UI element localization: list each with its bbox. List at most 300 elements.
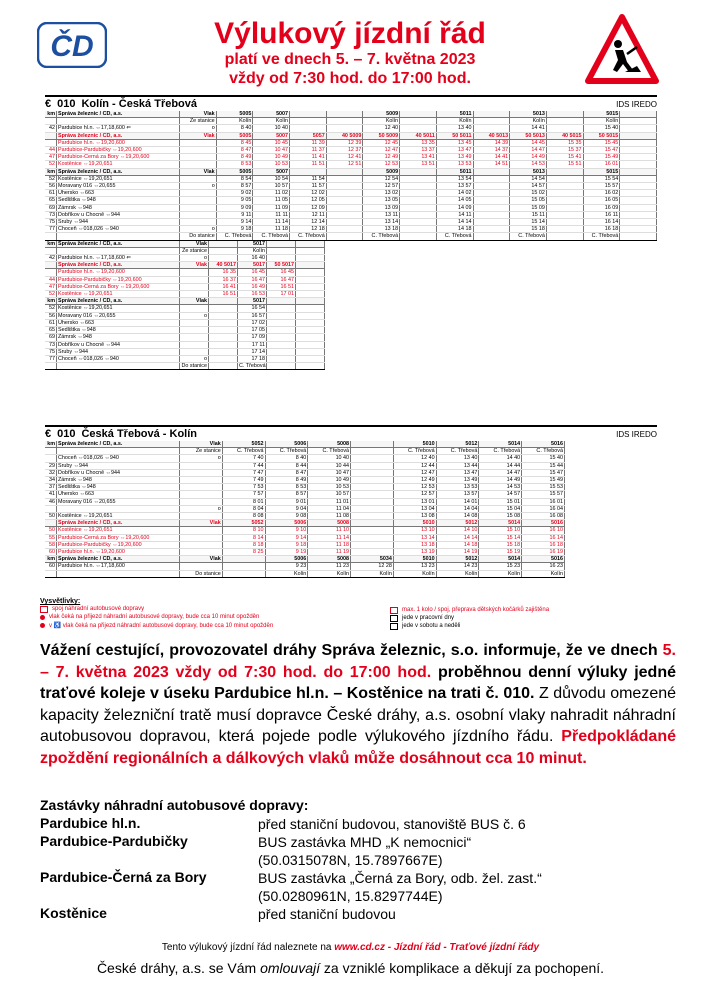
table-cell: 13 47	[436, 469, 479, 476]
table-cell: 40 5011	[400, 132, 437, 139]
table-cell: 52	[45, 305, 57, 312]
table-cell: 34	[45, 477, 57, 484]
table-cell: 13 14	[393, 534, 436, 541]
table-cell: 5057	[290, 132, 327, 139]
table-cell	[57, 505, 180, 512]
table-cell: km	[45, 168, 57, 175]
table-cell: 16 09	[583, 204, 620, 211]
timetable-table	[45, 441, 565, 578]
table-row	[45, 197, 657, 204]
table-cell: 11 11	[253, 211, 290, 218]
table-cell	[180, 491, 223, 498]
table-row	[45, 219, 657, 226]
table-cell: 15 11	[510, 211, 547, 218]
table-row	[45, 462, 565, 469]
route-name: Kolín - Česká Třebová	[81, 98, 198, 110]
table-cell	[45, 520, 57, 527]
table-cell: 12 54	[363, 175, 400, 182]
table-cell: 10 57	[308, 491, 351, 498]
table-cell: 12 47	[363, 147, 400, 154]
table-cell: 14 47	[479, 469, 522, 476]
table-cell: 13 08	[393, 513, 436, 520]
table-cell: 13 54	[436, 175, 473, 182]
table-cell: 14 40	[479, 455, 522, 462]
table-cell: 11 54	[290, 175, 327, 182]
table-cell: 14 18	[436, 541, 479, 548]
table-cell: 50 5011	[436, 132, 473, 139]
table-cell: 12 11	[290, 211, 327, 218]
table-cell	[326, 168, 363, 175]
table-cell: 11 10	[308, 527, 351, 534]
table-cell: 16 54	[238, 305, 267, 312]
table-cell	[326, 204, 363, 211]
page-title: Výlukový jízdní řád	[214, 17, 486, 50]
table-cell	[351, 541, 394, 548]
table-cell	[620, 233, 657, 240]
table-cell	[351, 513, 394, 520]
table-cell: Pardubice hl.n. ⇔17,18,600 ⇐	[57, 255, 180, 262]
table-cell: 12 57	[363, 183, 400, 190]
table-cell: 11 01	[308, 498, 351, 505]
table-row	[45, 455, 565, 462]
table-cell	[351, 498, 394, 505]
table-row	[45, 341, 325, 348]
table-cell: o	[180, 355, 209, 362]
title-block	[120, 18, 580, 88]
table-cell: 15 41	[546, 154, 583, 161]
table-cell: km	[45, 441, 57, 448]
table-cell: 15 57	[583, 183, 620, 190]
table-cell: o	[180, 255, 209, 262]
table-cell: 5007	[253, 111, 290, 118]
table-cell: km	[45, 241, 57, 248]
train-line-icon: €	[45, 428, 52, 440]
table-row	[45, 305, 325, 312]
table-row	[45, 570, 565, 577]
table-cell	[209, 355, 238, 362]
table-cell	[546, 233, 583, 240]
table-cell	[620, 111, 657, 118]
table-cell: Sruby ⇔944	[57, 219, 180, 226]
table-cell: Kolín	[522, 570, 565, 577]
table-cell: 15 18	[510, 226, 547, 233]
table-cell: Zámrsk ⇔948	[57, 334, 180, 341]
table-cell	[400, 211, 437, 218]
table-cell: 73	[45, 341, 57, 348]
table-cell: 47	[45, 154, 57, 161]
table-cell	[45, 118, 57, 125]
line-number: 010	[57, 98, 76, 110]
table-cell: Sedlištka ⇔948	[57, 197, 180, 204]
table-cell: 13 40	[436, 455, 479, 462]
line-number: 010	[57, 428, 76, 440]
table-cell	[296, 269, 325, 276]
table-cell: 11 39	[290, 139, 327, 146]
table-cell	[473, 226, 510, 233]
table-cell: 13 05	[363, 197, 400, 204]
table-cell: 11 09	[253, 204, 290, 211]
table-row	[45, 312, 325, 319]
ids-label: IDS IREDO	[616, 429, 657, 439]
table-cell: o	[180, 505, 223, 512]
table-cell: Sruby ⇔944	[57, 348, 180, 355]
table-cell: 13 18	[363, 226, 400, 233]
table-cell: 12 14	[290, 219, 327, 226]
table-cell	[326, 219, 363, 226]
table-cell: Č. Třebová	[393, 448, 436, 455]
table-cell: 16 57	[238, 312, 267, 319]
table-cell: 40 5009	[326, 132, 363, 139]
table-row	[45, 204, 657, 211]
table-cell: 77	[45, 226, 57, 233]
table-cell: 12 57	[393, 491, 436, 498]
table-cell	[180, 161, 217, 168]
table-cell	[620, 139, 657, 146]
table-cell	[180, 154, 217, 161]
table-cell	[620, 183, 657, 190]
table-cell: Kostěnice ⇔19,20,651	[57, 161, 180, 168]
table-cell	[400, 197, 437, 204]
table-cell: 8 25	[222, 549, 265, 556]
table-cell: 32	[45, 469, 57, 476]
table-cell	[351, 527, 394, 534]
table-cell: Kostěnice ⇔19,20,651	[57, 305, 180, 312]
table-row	[45, 241, 325, 248]
table-cell: 75	[45, 348, 57, 355]
table-cell	[45, 363, 57, 370]
table-cell: Pardubice-Pardubičky ⇔19,20,600	[57, 276, 180, 283]
table-cell: 65	[45, 197, 57, 204]
table-cell	[45, 455, 57, 462]
table-cell: 12 18	[290, 226, 327, 233]
table-cell	[351, 549, 394, 556]
table-cell: 14 04	[436, 505, 479, 512]
table-cell	[620, 219, 657, 226]
table-cell: 12 41	[326, 154, 363, 161]
table-cell: 5015	[583, 111, 620, 118]
table-cell: 10 53	[308, 484, 351, 491]
website-link[interactable]: www.cd.cz - Jízdní řád - Traťové jízdní řády	[334, 942, 540, 953]
table-cell	[296, 319, 325, 326]
table-cell: 5014	[479, 556, 522, 563]
table-cell: 17 11	[238, 341, 267, 348]
table-cell	[296, 348, 325, 355]
table-cell	[209, 241, 238, 248]
table-cell	[45, 448, 57, 455]
table-cell: 5010	[393, 556, 436, 563]
table-cell: 15 40	[583, 125, 620, 132]
table-cell: Choceň ⇔018,026 ⇔940	[57, 455, 180, 462]
table-cell	[620, 204, 657, 211]
table-cell	[473, 168, 510, 175]
table-cell	[546, 125, 583, 132]
section-header	[45, 425, 657, 441]
table-cell: 17 05	[238, 327, 267, 334]
table-row	[45, 505, 565, 512]
table-cell: 9 05	[216, 197, 253, 204]
train-line-icon: €	[45, 98, 52, 110]
table-cell: 16 08	[522, 513, 565, 520]
table-cell: Č. Třebová	[522, 448, 565, 455]
table-row	[45, 132, 657, 139]
table-cell: 16 40	[238, 255, 267, 262]
table-cell	[296, 283, 325, 290]
table-cell	[546, 111, 583, 118]
table-cell	[351, 448, 394, 455]
table-cell: 15 14	[479, 534, 522, 541]
table-cell: 9 11	[216, 211, 253, 218]
table-cell: 75	[45, 219, 57, 226]
table-cell	[267, 363, 296, 370]
table-cell	[209, 341, 238, 348]
table-cell: 13 49	[436, 477, 479, 484]
table-cell	[620, 147, 657, 154]
table-cell: 5010	[393, 441, 436, 448]
table-cell: Dobříkov u Chocně ⇔944	[57, 341, 180, 348]
table-cell: 9 01	[265, 498, 308, 505]
table-cell: 8 49	[265, 477, 308, 484]
table-cell: 15 57	[522, 491, 565, 498]
table-cell: 5008	[308, 556, 351, 563]
table-cell	[222, 563, 265, 570]
table-row	[45, 441, 565, 448]
table-cell: Kolín	[436, 118, 473, 125]
table-cell: 50 5013	[510, 132, 547, 139]
table-row	[45, 255, 325, 262]
table-cell: 16 19	[522, 549, 565, 556]
table-cell: 52	[45, 291, 57, 298]
table-cell	[180, 276, 209, 283]
table-cell: 8 57	[216, 183, 253, 190]
table-cell	[326, 183, 363, 190]
table-cell	[180, 305, 209, 312]
table-cell	[473, 118, 510, 125]
table-cell: 5013	[510, 111, 547, 118]
table-cell: Uhersko ⇔663	[57, 190, 180, 197]
table-cell: Do stanice	[180, 570, 223, 577]
table-row	[45, 161, 657, 168]
roadwork-warning-icon	[585, 14, 659, 84]
table-cell: 15 14	[510, 219, 547, 226]
table-cell	[45, 505, 57, 512]
table-row	[45, 327, 325, 334]
table-cell: 13 40	[436, 125, 473, 132]
table-row	[45, 125, 657, 132]
bus-stops	[40, 797, 660, 923]
table-cell: 7 57	[222, 491, 265, 498]
table-cell: Pardubice-Černá za Bory ⇔19,20,600	[57, 534, 180, 541]
table-cell: Kolín	[351, 570, 394, 577]
table-cell: Moravany 016 ⇔20,655	[57, 183, 180, 190]
table-cell	[267, 298, 296, 305]
table-cell: 44	[45, 147, 57, 154]
table-cell	[296, 363, 325, 370]
table-cell	[400, 204, 437, 211]
table-cell: Č. Třebová	[222, 448, 265, 455]
table-cell: Moravany 016 ⇔20,655	[57, 498, 180, 505]
table-cell: 8 18	[222, 541, 265, 548]
table-cell: 13 18	[393, 541, 436, 548]
table-cell: 40 5017	[209, 262, 238, 269]
table-cell	[620, 132, 657, 139]
table-cell: 15 49	[522, 477, 565, 484]
table-cell: 12 53	[393, 484, 436, 491]
table-row	[45, 211, 657, 218]
table-cell	[209, 327, 238, 334]
table-row	[45, 269, 325, 276]
table-cell: 12 40	[393, 455, 436, 462]
table-cell: 13 23	[393, 563, 436, 570]
ids-label: IDS IREDO	[616, 99, 657, 109]
table-cell	[267, 241, 296, 248]
table-cell	[209, 319, 238, 326]
table-cell	[400, 233, 437, 240]
table-cell: Pardubice hl.n. ⇔17,18,600	[57, 563, 180, 570]
table-cell	[400, 168, 437, 175]
table-cell: 8 40	[216, 125, 253, 132]
table-cell: 9 14	[265, 534, 308, 541]
table-cell: 14 57	[479, 491, 522, 498]
table-cell: 52	[45, 175, 57, 182]
table-cell: 8 04	[222, 505, 265, 512]
table-cell	[351, 477, 394, 484]
table-cell	[400, 118, 437, 125]
timetable-kolin-ceska-trebova	[45, 95, 657, 370]
table-cell	[620, 118, 657, 125]
table-cell: 9 09	[216, 204, 253, 211]
table-cell: 14 41	[510, 125, 547, 132]
table-cell: Ze stanice	[180, 247, 209, 254]
table-cell	[45, 139, 57, 146]
table-cell: 14 53	[510, 161, 547, 168]
table-row	[45, 276, 325, 283]
subtitle-dates: platí ve dnech 5. – 7. května 2023	[224, 51, 476, 68]
table-cell: 50	[45, 527, 57, 534]
table-row	[45, 363, 325, 370]
table-row	[45, 563, 565, 570]
table-row	[45, 541, 565, 548]
table-cell: 14 14	[436, 534, 479, 541]
table-cell	[45, 233, 57, 240]
table-cell	[290, 168, 327, 175]
table-cell	[296, 334, 325, 341]
table-cell: 12 09	[290, 204, 327, 211]
table-cell	[351, 520, 394, 527]
table-cell: 17 18	[238, 355, 267, 362]
table-cell: 5034	[351, 556, 394, 563]
table-cell: Vlak	[180, 441, 223, 448]
table-cell	[209, 312, 238, 319]
table-cell	[326, 111, 363, 118]
table-cell: 5012	[436, 520, 479, 527]
bus-icon	[40, 606, 48, 613]
table-cell: 14 09	[436, 204, 473, 211]
table-cell: o	[180, 125, 217, 132]
table-cell	[351, 462, 394, 469]
table-row	[45, 491, 565, 498]
table-cell: 7 49	[222, 477, 265, 484]
table-cell	[296, 312, 325, 319]
table-cell	[45, 262, 57, 269]
table-cell: 11 02	[253, 190, 290, 197]
table-cell	[57, 233, 180, 240]
legend-item: v ♿ vlak čeká na přijezd náhradní autobusové dopravy, bude cca 10 minut opožděn	[49, 622, 274, 629]
table-cell: Správa železnic / ČD, a.s.	[57, 262, 180, 269]
table-cell: 5016	[522, 520, 565, 527]
table-cell: 15 54	[583, 175, 620, 182]
table-cell	[57, 570, 180, 577]
table-cell	[400, 183, 437, 190]
table-cell: 14 54	[510, 175, 547, 182]
table-cell: 10 47	[253, 147, 290, 154]
table-cell: 13 53	[436, 484, 479, 491]
table-cell: 5006	[265, 556, 308, 563]
legend-item: max. 1 kolo / spoj, přeprava dětských kočárků zajištěna	[402, 607, 550, 613]
table-cell: 17 01	[267, 291, 296, 298]
table-cell: 15 35	[546, 139, 583, 146]
legend-item: jede v pracovní dny	[402, 615, 455, 621]
table-row	[45, 118, 657, 125]
table-cell: 5014	[479, 520, 522, 527]
table-cell	[400, 111, 437, 118]
dot-icon	[40, 615, 45, 620]
table-cell: 16 51	[267, 283, 296, 290]
table-cell: 5052	[222, 441, 265, 448]
table-cell	[546, 168, 583, 175]
table-cell: 14 08	[436, 513, 479, 520]
table-cell: 56	[45, 183, 57, 190]
table-cell	[296, 327, 325, 334]
table-cell: 47	[45, 283, 57, 290]
table-cell: 11 19	[308, 549, 351, 556]
table-cell: Zámrsk ⇔948	[57, 477, 180, 484]
table-cell: 11 14	[308, 534, 351, 541]
table-cell: 9 18	[216, 226, 253, 233]
route-name: Česká Třebová - Kolín	[81, 428, 198, 440]
table-cell: 8 53	[216, 161, 253, 168]
table-cell	[473, 183, 510, 190]
table-cell	[57, 247, 180, 254]
table-cell: 37	[45, 484, 57, 491]
table-cell: Kolín	[436, 570, 479, 577]
table-cell: 16 10	[522, 527, 565, 534]
table-cell	[57, 363, 180, 370]
table-cell	[180, 175, 217, 182]
table-cell: 14 14	[436, 219, 473, 226]
table-cell: 10 47	[308, 469, 351, 476]
table-row	[45, 168, 657, 175]
table-cell: 50	[45, 513, 57, 520]
table-cell: 14 39	[473, 139, 510, 146]
table-cell	[180, 563, 223, 570]
table-cell: Uhersko ⇔663	[57, 319, 180, 326]
table-cell	[326, 233, 363, 240]
table-cell: 5052	[222, 520, 265, 527]
table-cell: Kostěnice ⇔19,20,651	[57, 513, 180, 520]
table-cell	[620, 197, 657, 204]
table-cell: 12 51	[326, 161, 363, 168]
table-cell: Moravany 016 ⇔20,655	[57, 312, 180, 319]
table-cell: Choceň ⇔018,026 ⇔940	[57, 355, 180, 362]
table-cell: Č. Třebová	[363, 233, 400, 240]
table-cell: 9 19	[265, 549, 308, 556]
table-cell: 15 47	[583, 147, 620, 154]
table-cell: 65	[45, 327, 57, 334]
table-cell	[209, 348, 238, 355]
footer-link-line: Tento výlukový jízdní řád naleznete na www.cd.cz - Jízdní řád - Traťové jízdní řády	[161, 942, 540, 953]
table-cell	[290, 111, 327, 118]
table-cell	[473, 111, 510, 118]
